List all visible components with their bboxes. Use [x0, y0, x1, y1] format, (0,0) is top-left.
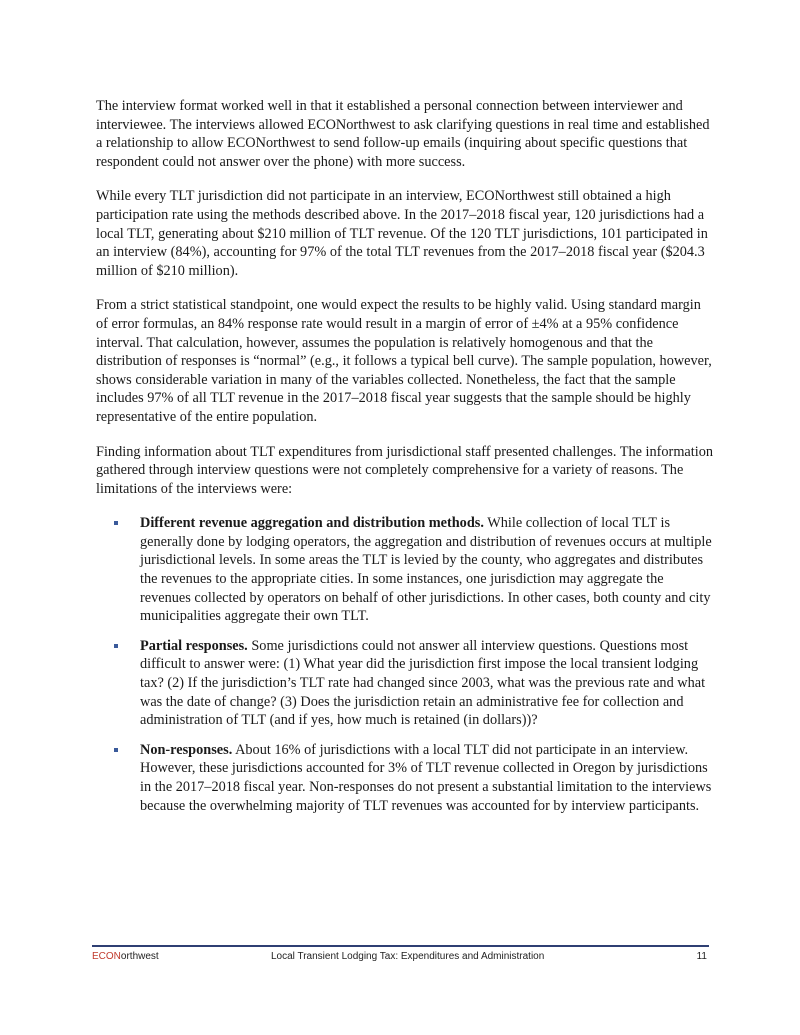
- square-bullet-icon: [114, 644, 118, 648]
- bullet-text: While collection of local TLT is generally done by lodging operators, the aggregation and distribution of revenues occurs at multiple jurisdictional levels. In some areas the TLT is levied by the county, who aggregates and distributes the revenues to the appropriate cities. In some instances, one jurisdiction may aggregate the revenues collected by operators on behalf of other jurisdictions. In other cases, both county and city municipalities aggregate their own TLT.: [140, 515, 712, 625]
- footer-brand: [92, 950, 159, 964]
- footer-divider: [92, 945, 709, 947]
- square-bullet-icon: [114, 748, 118, 752]
- paragraph-interview-format: The interview format worked well in that it established a personal connection between interviewer and interviewee. The interviews allowed ECONorthwest to ask clarifying questions in real time and established a relationship to allow ECONorthwest to send follow-up emails (inquiring about specific questions that respondent could not answer over the phone) with more success.: [96, 98, 710, 170]
- limitations-list: [96, 514, 716, 815]
- paragraph-statistical-validity: From a strict statistical standpoint, one would expect the results to be highly valid. Using standard margin of error formulas, an 84% response rate would result in a margin of error of ±4% at a 95% confidence interval. That calculation, however, assumes the population is relatively homogenous and that the distribution of responses is “normal” (e.g., it follows a typical bell curve). The sample population, however, shows considerable variation in many of the variables collected. Nonetheless, the fact that the sample includes 97% of all TLT revenue in the 2017–2018 fiscal year suggests that the sample should be highly representative of the entire population.: [96, 297, 712, 425]
- list-item: [140, 514, 716, 626]
- paragraph-limitations-intro: Finding information about TLT expenditures from jurisdictional staff presented challenges. The information gathered through interview questions were not completely comprehensive for a variety of reasons. The limitations of the interviews were:: [96, 443, 714, 497]
- paragraph-participation-rate: While every TLT jurisdiction did not participate in an interview, ECONorthwest still obtained a high participation rate using the methods described above. In the 2017–2018 fiscal year, 120 jurisdictions had a local TLT, generating about $210 million of TLT revenue. Of the 120 TLT jurisdictions, 101 participated in an interview (84%), accounting for 97% of the total TLT revenues from the 2017–2018 fiscal year ($204.3 million of $210 million).: [96, 188, 708, 279]
- list-item: [140, 637, 716, 730]
- bullet-lead: Non-responses.: [140, 741, 233, 758]
- bullet-lead: Different revenue aggregation and distribution methods.: [140, 515, 484, 532]
- bullet-text: About 16% of jurisdictions with a local TLT did not participate in an interview. However, these jurisdictions accounted for 3% of TLT revenue collected in Oregon by jurisdictions in the 2017–2018 fiscal year. Non-responses do not present a substantial limitation to the interviews because the overwhelming majority of TLT revenues was accounted for by interview participants.: [140, 741, 712, 814]
- page-footer: [92, 945, 709, 964]
- footer-document-title: Local Transient Lodging Tax: Expenditures and Administration: [270, 951, 545, 962]
- page-body: [96, 97, 716, 826]
- brand-suffix: orthwest: [120, 951, 159, 962]
- square-bullet-icon: [114, 521, 118, 525]
- bullet-lead: Partial responses.: [140, 637, 248, 654]
- bullet-text: Some jurisdictions could not answer all interview questions. Questions most difficult to answer were: (1) What year did the jurisdiction first impose the local transient lodging tax? (2) If the jurisdiction’s TLT rate had changed since 2003, what was the previous rate and what was the date of change? (3) Does the jurisdiction retain an administrative fee for collection and administration of TLT (and if yes, how much is retained (in dollars))?: [140, 637, 706, 729]
- brand-prefix: ECON: [92, 951, 121, 962]
- footer-row: [92, 950, 709, 964]
- list-item: [140, 741, 716, 815]
- page-number: 11: [696, 951, 707, 962]
